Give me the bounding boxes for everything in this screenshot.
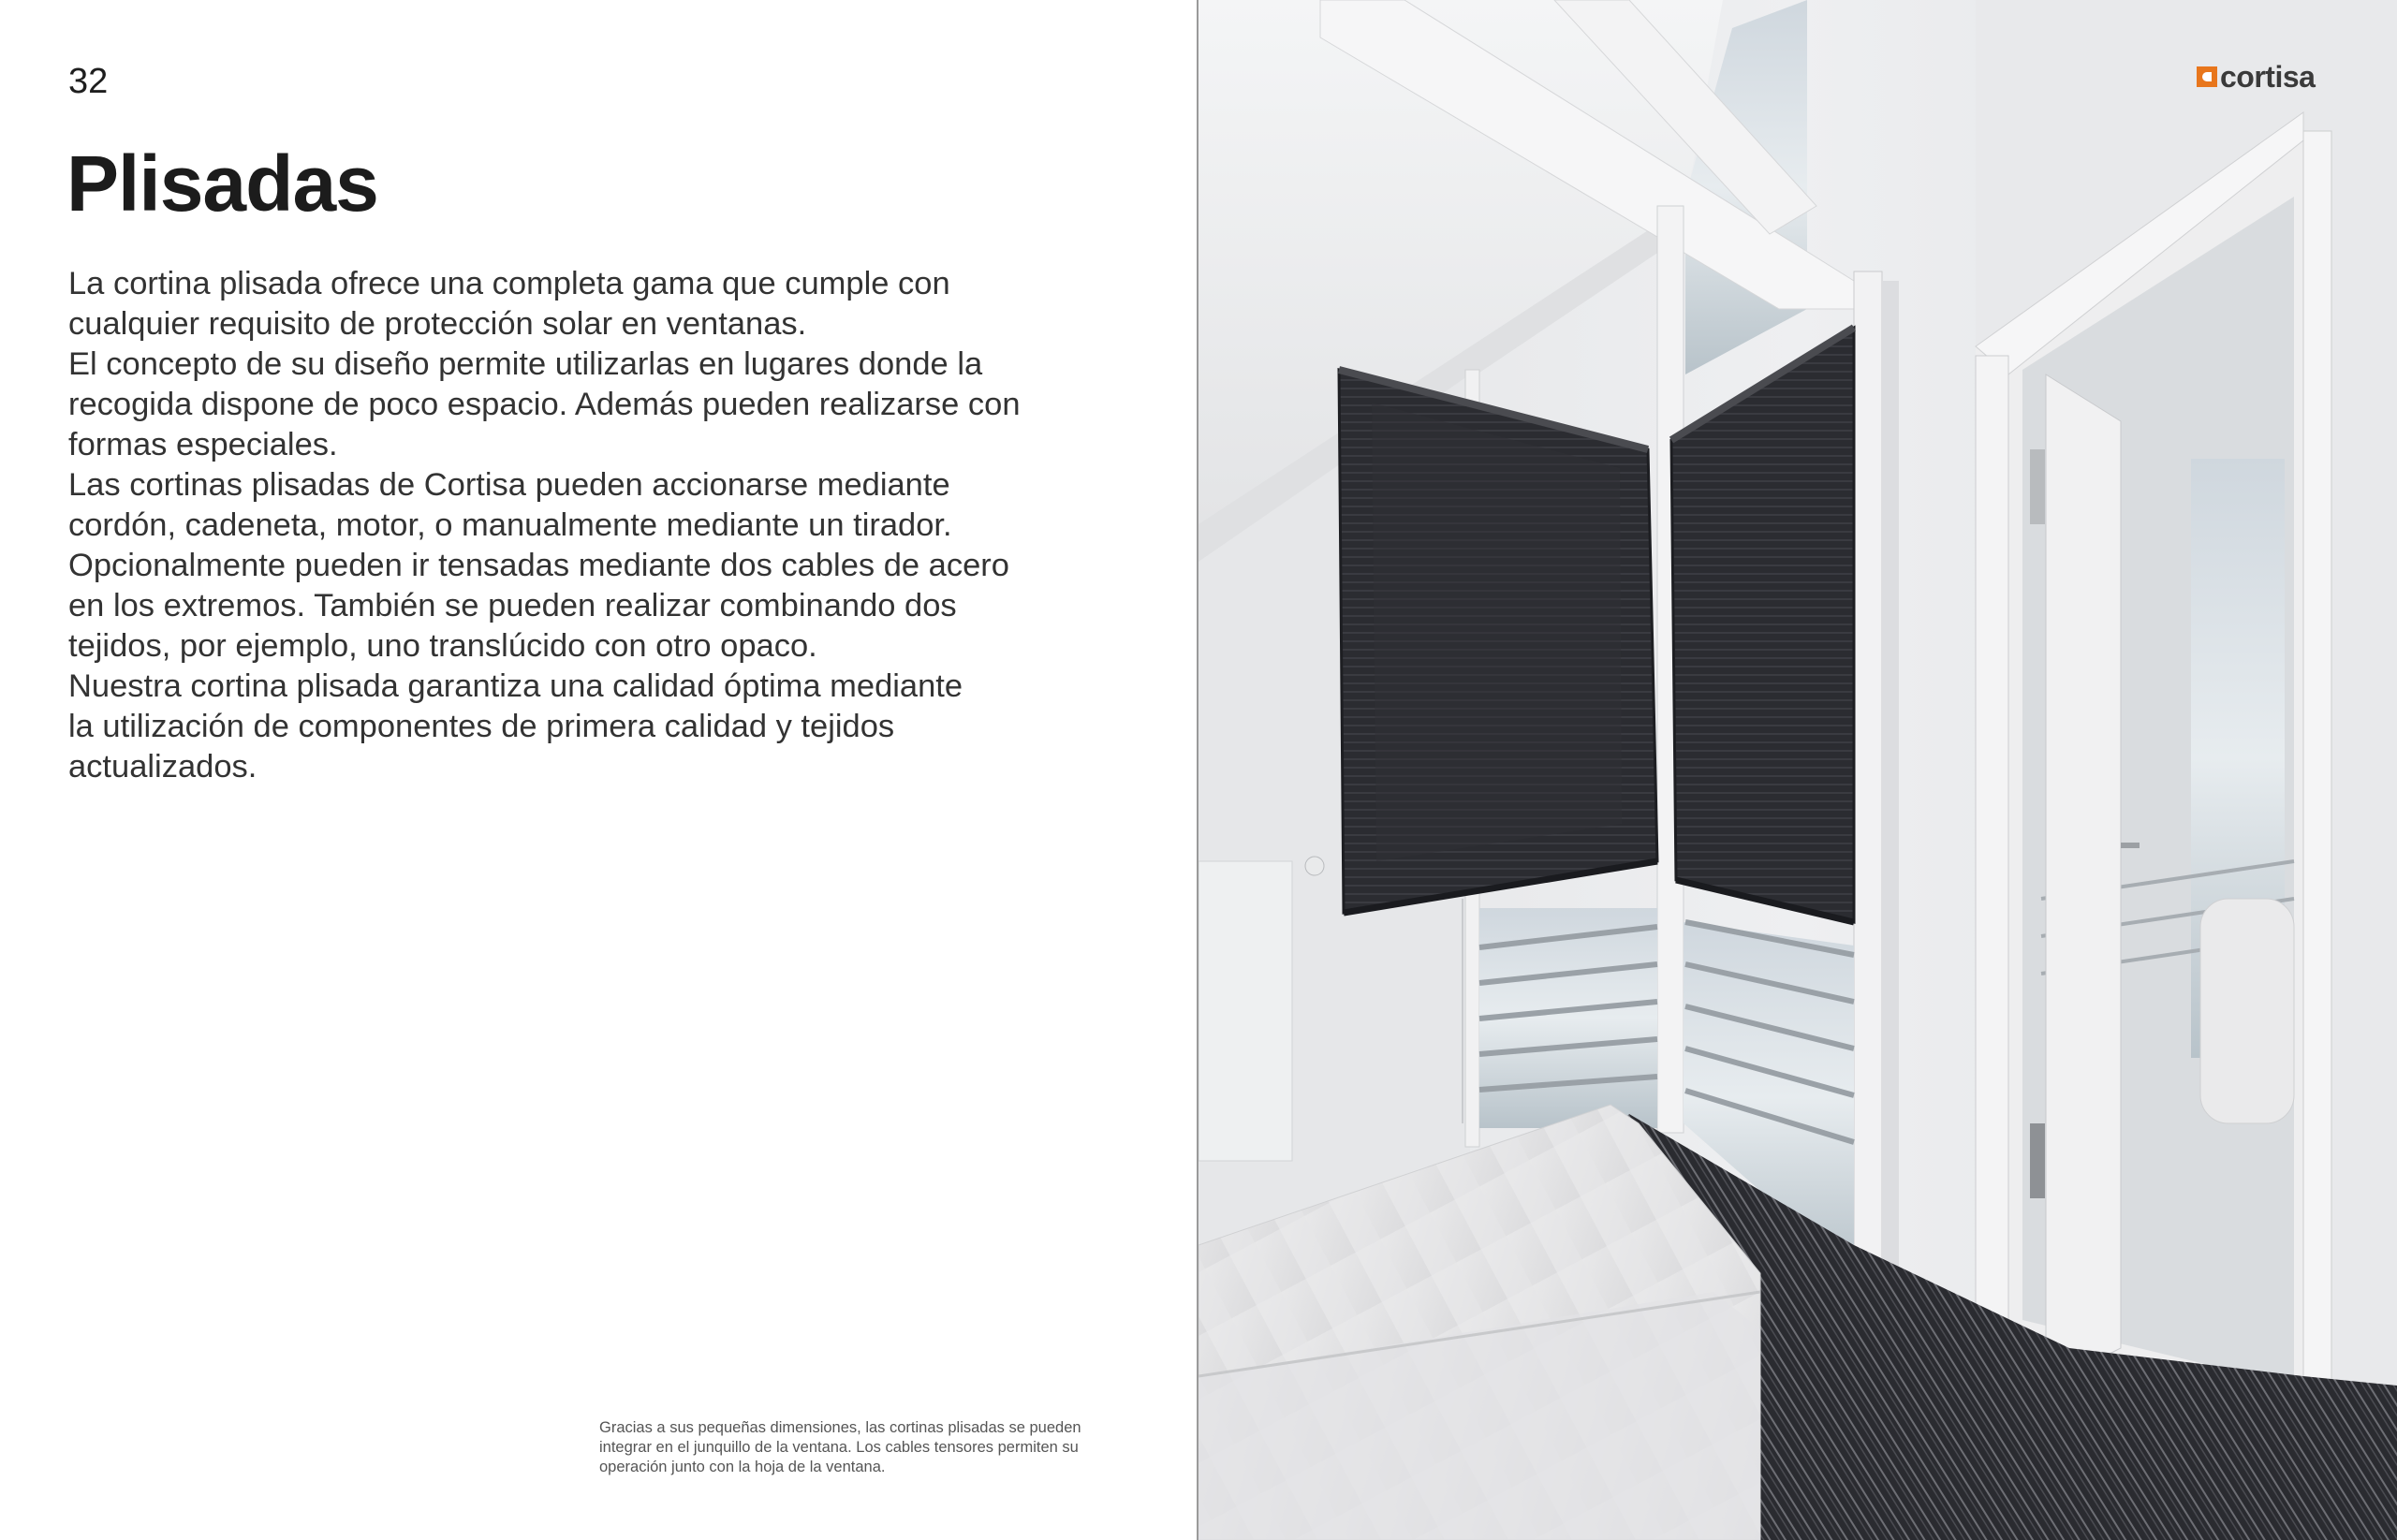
logo-text: cortisa <box>2220 60 2316 94</box>
body-line: recogida dispone de poco espacio. Además pueden realizarse con <box>68 387 1021 422</box>
page-title: Plisadas <box>66 139 378 227</box>
caption-line: Gracias a sus pequeñas dimensiones, las cortinas plisadas se pueden <box>599 1419 1081 1436</box>
body-line: Las cortinas plisadas de Cortisa pueden accionarse mediante <box>68 467 950 503</box>
body-line: La cortina plisada ofrece una completa gama que cumple con <box>68 266 950 301</box>
body-line: cordón, cadeneta, motor, o manualmente mediante un tirador. <box>68 507 952 543</box>
body-line: la utilización de componentes de primera calidad y tejidos <box>68 709 895 744</box>
body-line: cualquier requisito de protección solar en ventanas. <box>68 306 807 342</box>
caption-line: operación junto con la hoja de la ventana. <box>599 1459 886 1475</box>
page-number: 32 <box>68 62 109 101</box>
photo-caption <box>599 1418 1105 1477</box>
body-line: actualizados. <box>68 749 257 785</box>
body-line: en los extremos. También se pueden realizar combinando dos <box>68 588 957 623</box>
body-line: El concepto de su diseño permite utilizarlas en lugares donde la <box>68 346 983 382</box>
body-line: Nuestra cortina plisada garantiza una calidad óptima mediante <box>68 668 963 704</box>
caption-line: integrar en el junquillo de la ventana. Los cables tensores permiten su <box>599 1439 1079 1456</box>
body-line: Opcionalmente pueden ir tensadas mediante dos cables de acero <box>68 548 1009 583</box>
room-photo <box>1198 0 2397 1540</box>
left-page <box>0 0 1197 1540</box>
body-line: tejidos, por ejemplo, uno translúcido con otro opaco. <box>68 628 817 664</box>
cortisa-logo <box>2197 62 2315 92</box>
body-text <box>68 264 1051 787</box>
logo-mark-icon <box>2197 66 2217 87</box>
body-line: formas especiales. <box>68 427 338 462</box>
